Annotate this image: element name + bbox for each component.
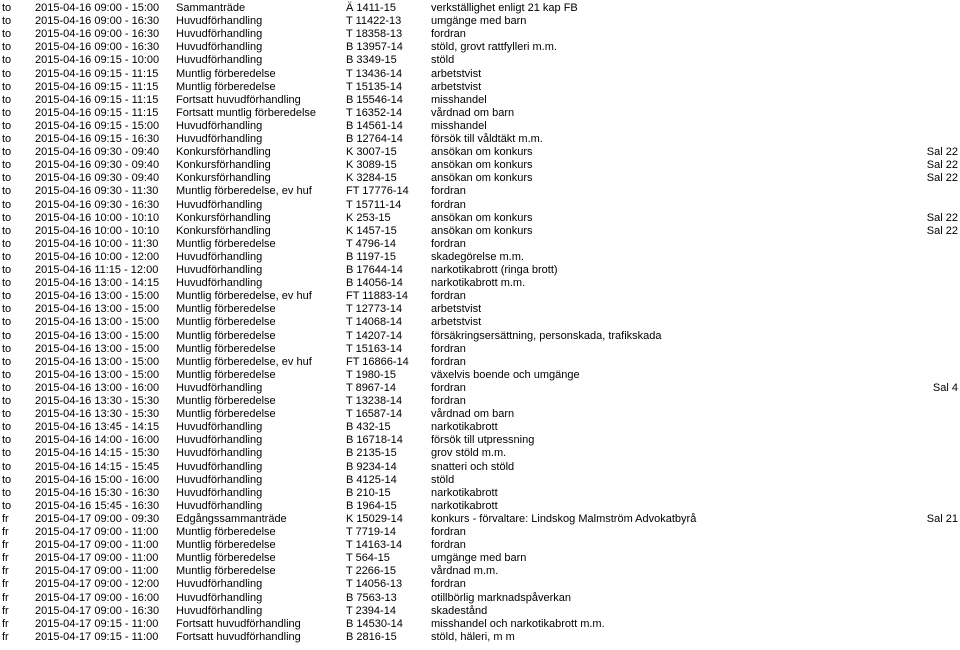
row-case: K 1457-15 [346,224,397,237]
row-day: to [2,172,12,185]
row-case: T 14163-14 [346,539,403,552]
row-case: K 3089-15 [346,159,397,172]
row-type: Huvudförhandling [176,473,263,486]
row-time: 2015-04-16 13:30 - 15:30 [35,408,160,421]
row-day: fr [2,591,9,604]
row-type: Muntlig förberedelse, ev huf [176,290,312,303]
row-matter: arbetstvist [431,80,482,93]
row-time: 2015-04-17 09:00 - 09:30 [35,512,160,525]
row-type: Muntlig förberedelse [176,395,276,407]
row-type: Huvudförhandling [176,604,263,617]
row-case: T 4796-14 [346,237,396,250]
row-type: Huvudförhandling [176,578,263,591]
row-time: 2015-04-16 09:00 - 16:30 [35,41,160,54]
row-day: to [2,159,12,172]
row-matter: umgänge med barn [431,552,527,565]
row-case: B 12764-14 [346,133,403,145]
row-case: K 253-15 [346,211,391,224]
row-matter: misshandel [431,93,487,106]
row-case: B 3349-15 [346,54,397,67]
row-type: Huvudförhandling [176,41,263,54]
row-case: B 4125-14 [346,473,397,486]
row-matter: stöld [431,473,455,486]
row-case: Ä 1411-15 [346,2,396,14]
row-time: 2015-04-16 09:30 - 09:40 [35,172,160,185]
row-case: T 11422-13 [346,15,402,28]
row-matter: skadestånd [431,604,488,617]
row-day: to [2,447,12,460]
row-type: Fortsatt huvudförhandling [176,617,301,630]
row-time: 2015-04-16 15:45 - 16:30 [35,499,160,512]
row-day: to [2,381,12,394]
row-case: T 15135-14 [346,80,403,93]
row-matter: misshandel och narkotikabrott m.m. [431,617,605,630]
row-matter: försök till utpressning [431,434,535,447]
row-matter: ansökan om konkurs [431,146,533,159]
row-matter: narkotikabrott m.m. [431,277,526,290]
row-time: 2015-04-17 09:00 - 12:00 [35,578,160,591]
row-matter: fordran [431,237,466,250]
row-case: FT 17776-14 [346,185,409,198]
row-day: to [2,250,12,263]
row-time: 2015-04-16 14:15 - 15:45 [35,460,160,473]
row-type: Muntlig förberedelse [176,329,276,342]
row-day: to [2,93,12,106]
row-matter: stöld, grovt rattfylleri m.m. [431,41,557,54]
row-day: to [2,329,12,342]
row-type: Huvudförhandling [176,119,263,132]
row-room: Sal 22 [926,146,958,159]
row-type: Konkursförhandling [176,172,271,185]
row-matter: vårdnad m.m. [431,565,499,578]
row-matter: verkställighet enligt 21 kap FB [431,2,578,14]
row-matter: försäkringsersättning, personskada, trafikskada [431,329,662,342]
row-case: T 2266-15 [346,565,396,578]
row-type: Fortsatt muntlig förberedelse [176,106,317,119]
row-time: 2015-04-16 13:00 - 15:00 [35,342,160,355]
row-case: FT 16866-14 [346,355,409,368]
row-matter: umgänge med barn [431,15,527,28]
row-matter: stöld [431,54,455,67]
row-type: Huvudförhandling [176,591,263,604]
row-type: Konkursförhandling [176,159,271,172]
row-day: to [2,224,12,237]
row-time: 2015-04-17 09:00 - 16:30 [35,604,160,617]
row-day: fr [2,630,9,643]
row-day: to [2,119,12,132]
row-time: 2015-04-16 09:00 - 16:30 [35,28,160,41]
row-time: 2015-04-16 10:00 - 12:00 [35,250,160,263]
row-matter: misshandel [431,119,487,132]
row-day: to [2,421,12,434]
row-day: to [2,434,12,447]
row-type: Muntlig förberedelse, ev huf [176,355,312,368]
row-case: T 7719-14 [346,526,396,538]
row-time: 2015-04-17 09:15 - 11:00 [35,617,159,630]
row-time: 2015-04-17 09:00 - 16:00 [35,591,160,604]
row-case: B 7563-13 [346,591,397,604]
row-time: 2015-04-16 09:15 - 11:15 [35,93,159,106]
row-time: 2015-04-16 13:45 - 14:15 [35,421,160,434]
row-type: Muntlig förberedelse [176,552,276,565]
row-matter: ansökan om konkurs [431,211,533,224]
row-case: T 14068-14 [346,316,403,329]
row-day: to [2,290,12,303]
row-case: K 15029-14 [346,512,403,525]
row-time: 2015-04-16 10:00 - 10:10 [35,211,160,224]
row-type: Muntlig förberedelse [176,526,276,538]
row-matter: ansökan om konkurs [431,172,533,185]
row-type: Muntlig förberedelse [176,565,276,578]
row-case: K 3007-15 [346,146,397,159]
row-day: to [2,368,12,381]
row-type: Huvudförhandling [176,250,263,263]
row-type: Muntlig förberedelse, ev huf [176,185,312,198]
row-time: 2015-04-16 09:30 - 09:40 [35,146,160,159]
row-case: B 14530-14 [346,617,403,630]
row-day: fr [2,565,9,578]
row-matter: vårdnad om barn [431,408,515,421]
row-case: T 13238-14 [346,395,403,407]
row-day: to [2,185,12,198]
row-type: Huvudförhandling [176,421,263,434]
row-matter: narkotikabrott [431,421,498,434]
row-matter: fordran [431,578,466,591]
row-day: to [2,277,12,290]
row-type: Huvudförhandling [176,264,263,276]
row-matter: fordran [431,185,466,198]
row-time: 2015-04-16 13:00 - 14:15 [35,277,160,290]
row-case: T 2394-14 [346,604,396,617]
row-day: to [2,237,12,250]
row-type: Huvudförhandling [176,15,263,28]
row-day: fr [2,526,9,538]
row-type: Muntlig förberedelse [176,303,276,316]
row-case: B 9234-14 [346,460,397,473]
row-type: Muntlig förberedelse [176,342,276,355]
row-time: 2015-04-16 09:15 - 11:15 [35,67,159,80]
row-case: B 1197-15 [346,250,396,263]
row-matter: fordran [431,290,466,303]
row-matter: försök till våldtäkt m.m. [431,133,543,145]
row-type: Huvudförhandling [176,381,263,394]
row-day: to [2,355,12,368]
row-room: Sal 22 [926,172,958,185]
row-time: 2015-04-16 09:15 - 10:00 [35,54,160,67]
row-case: B 1964-15 [346,499,397,512]
row-matter: ansökan om konkurs [431,159,533,172]
row-matter: skadegörelse m.m. [431,250,524,263]
row-matter: stöld, häleri, m m [431,630,515,643]
row-time: 2015-04-16 15:30 - 16:30 [35,486,160,499]
row-type: Muntlig förberedelse [176,67,276,80]
row-time: 2015-04-16 09:30 - 11:30 [35,185,159,198]
row-type: Sammanträde [176,2,246,14]
row-type: Huvudförhandling [176,499,263,512]
row-matter: fordran [431,539,466,552]
row-time: 2015-04-16 14:00 - 16:00 [35,434,160,447]
row-room: Sal 22 [926,224,958,237]
row-day: to [2,486,12,499]
row-day: to [2,133,12,145]
row-case: T 14207-14 [346,329,403,342]
row-time: 2015-04-16 09:00 - 15:00 [35,2,160,14]
row-day: to [2,211,12,224]
row-time: 2015-04-16 09:15 - 11:15 [35,80,159,93]
row-matter: narkotikabrott (ringa brott) [431,264,558,276]
row-day: fr [2,617,9,630]
row-case: T 15163-14 [346,342,403,355]
row-matter: otillbörlig marknadspåverkan [431,591,572,604]
row-day: to [2,15,12,28]
row-case: B 15546-14 [346,93,403,106]
row-type: Fortsatt huvudförhandling [176,630,301,643]
row-time: 2015-04-16 13:00 - 16:00 [35,381,160,394]
row-time: 2015-04-17 09:00 - 11:00 [35,539,159,552]
row-day: fr [2,512,9,525]
row-type: Muntlig förberedelse [176,408,276,421]
row-matter: fordran [431,526,466,538]
row-case: T 12773-14 [346,303,403,316]
row-case: B 16718-14 [346,434,403,447]
row-type: Konkursförhandling [176,146,271,159]
row-matter: arbetstvist [431,316,482,329]
row-day: to [2,460,12,473]
row-case: T 13436-14 [346,67,403,80]
row-type: Huvudförhandling [176,277,263,290]
row-time: 2015-04-16 09:00 - 16:30 [35,15,160,28]
row-type: Huvudförhandling [176,198,263,211]
row-matter: fordran [431,395,466,407]
row-time: 2015-04-16 14:15 - 15:30 [35,447,160,460]
row-matter: arbetstvist [431,67,482,80]
row-case: B 14056-14 [346,277,403,290]
row-type: Muntlig förberedelse [176,368,276,381]
row-matter: vårdnad om barn [431,106,515,119]
row-matter: narkotikabrott [431,499,498,512]
row-matter: konkurs - förvaltare: Lindskog Malmström Advokatbyrå [431,512,697,525]
row-day: to [2,408,12,421]
row-time: 2015-04-16 13:00 - 15:00 [35,303,160,316]
row-time: 2015-04-16 13:00 - 15:00 [35,329,160,342]
row-type: Huvudförhandling [176,28,263,41]
row-case: B 17644-14 [346,264,403,276]
row-day: to [2,41,12,54]
row-day: to [2,67,12,80]
row-day: to [2,54,12,67]
row-time: 2015-04-16 13:30 - 15:30 [35,395,160,407]
row-matter: snatteri och stöld [431,460,515,473]
row-type: Muntlig förberedelse [176,539,276,552]
row-day: to [2,342,12,355]
row-matter: grov stöld m.m. [431,447,507,460]
row-day: to [2,146,12,159]
row-time: 2015-04-16 09:30 - 16:30 [35,198,160,211]
row-room: Sal 4 [932,381,958,394]
row-day: to [2,28,12,41]
row-case: FT 11883-14 [346,290,408,303]
row-type: Konkursförhandling [176,224,271,237]
row-room: Sal 22 [926,211,958,224]
row-day: to [2,2,12,14]
row-case: B 2816-15 [346,630,397,643]
row-matter: fordran [431,198,466,211]
row-time: 2015-04-16 15:00 - 16:00 [35,473,160,486]
row-matter: fordran [431,381,466,394]
row-time: 2015-04-17 09:00 - 11:00 [35,552,159,565]
row-day: to [2,198,12,211]
row-case: B 2135-15 [346,447,397,460]
row-time: 2015-04-16 13:00 - 15:00 [35,316,160,329]
row-time: 2015-04-16 11:15 - 12:00 [35,264,159,276]
row-type: Huvudförhandling [176,447,263,460]
row-case: T 8967-14 [346,381,396,394]
row-time: 2015-04-16 13:00 - 15:00 [35,290,160,303]
row-matter: växelvis boende och umgänge [431,368,580,381]
row-time: 2015-04-16 10:00 - 10:10 [35,224,160,237]
row-type: Huvudförhandling [176,460,263,473]
row-day: fr [2,539,9,552]
row-time: 2015-04-17 09:00 - 11:00 [35,565,159,578]
row-case: T 14056-13 [346,578,403,591]
row-time: 2015-04-16 09:30 - 09:40 [35,159,160,172]
row-case: T 16352-14 [346,106,403,119]
row-type: Muntlig förberedelse [176,80,276,93]
row-type: Huvudförhandling [176,133,263,145]
row-day: fr [2,578,9,591]
row-time: 2015-04-16 10:00 - 11:30 [35,237,159,250]
row-type: Muntlig förberedelse [176,237,276,250]
row-case: T 564-15 [346,552,390,565]
row-time: 2015-04-17 09:15 - 11:00 [35,630,159,643]
row-time: 2015-04-16 13:00 - 15:00 [35,368,160,381]
row-time: 2015-04-16 09:15 - 11:15 [35,106,159,119]
row-case: K 3284-15 [346,172,397,185]
row-time: 2015-04-17 09:00 - 11:00 [35,526,159,538]
row-matter: arbetstvist [431,303,482,316]
row-day: to [2,473,12,486]
row-matter: fordran [431,355,466,368]
row-type: Konkursförhandling [176,211,271,224]
row-matter: fordran [431,28,466,41]
row-case: T 1980-15 [346,368,396,381]
row-time: 2015-04-16 09:15 - 16:30 [35,133,160,145]
row-time: 2015-04-16 13:00 - 15:00 [35,355,160,368]
row-day: to [2,395,12,407]
row-day: to [2,80,12,93]
row-type: Huvudförhandling [176,486,263,499]
row-case: T 15711-14 [346,198,402,211]
row-case: B 432-15 [346,421,391,434]
row-day: to [2,106,12,119]
row-room: Sal 22 [926,159,958,172]
row-day: fr [2,552,9,565]
row-day: to [2,499,12,512]
row-case: B 14561-14 [346,119,403,132]
row-case: T 16587-14 [346,408,403,421]
row-matter: fordran [431,342,466,355]
row-case: B 13957-14 [346,41,403,54]
row-matter: ansökan om konkurs [431,224,533,237]
row-day: to [2,264,12,276]
row-room: Sal 21 [926,512,958,525]
row-matter: narkotikabrott [431,486,498,499]
row-type: Fortsatt huvudförhandling [176,93,301,106]
row-type: Huvudförhandling [176,434,263,447]
row-case: T 18358-13 [346,28,403,41]
row-time: 2015-04-16 09:15 - 15:00 [35,119,160,132]
row-type: Huvudförhandling [176,54,263,67]
row-type: Edgångssammanträde [176,512,287,525]
row-type: Muntlig förberedelse [176,316,276,329]
row-case: B 210-15 [346,486,391,499]
row-day: to [2,303,12,316]
row-day: fr [2,604,9,617]
row-day: to [2,316,12,329]
schedule-row [0,629,960,645]
